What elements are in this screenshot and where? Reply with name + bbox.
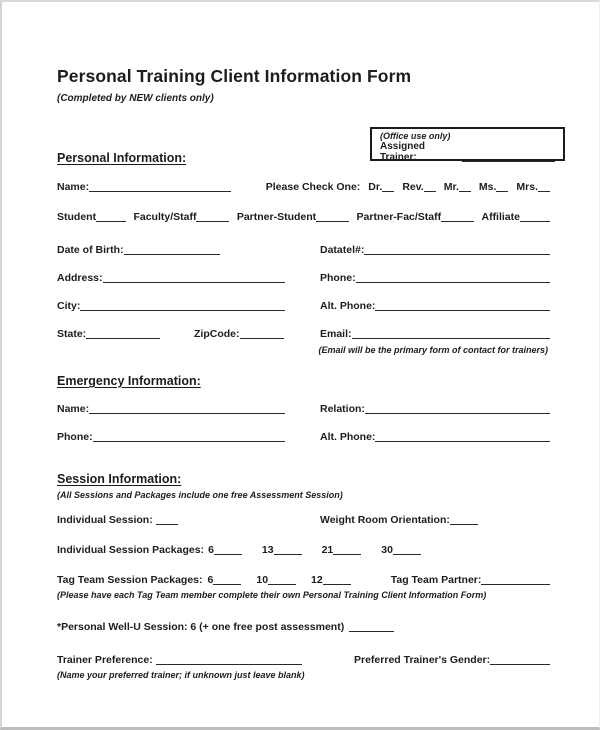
title-option-mrs: Mrs. [516, 181, 538, 193]
state-field[interactable] [86, 335, 160, 339]
page-subtitle: (Completed by NEW clients only) [57, 93, 214, 104]
emergency-info-heading: Emergency Information: [57, 374, 201, 388]
tag-team-note: (Please have each Tag Team member complete their own Personal Training Client Information Form) [57, 590, 487, 600]
dob-field[interactable] [124, 251, 221, 255]
package-30-field[interactable] [393, 551, 421, 555]
office-use-note: (Office use only) [380, 131, 451, 141]
tag-team-12-field[interactable] [323, 581, 351, 585]
emergency-name-field[interactable] [89, 410, 285, 414]
email-note: (Email will be the primary form of contact for trainers) [318, 345, 548, 355]
trainer-gender-label: Preferred Trainer's Gender: [354, 654, 491, 666]
emergency-alt-phone-field[interactable] [375, 438, 550, 442]
title-ms-checkbox[interactable] [496, 188, 508, 192]
trainer-gender-field[interactable] [490, 661, 550, 665]
package-21-field[interactable] [333, 551, 361, 555]
state-label: State: [57, 328, 87, 340]
personal-info-heading: Personal Information: [57, 151, 187, 165]
address-label: Address: [57, 272, 103, 284]
packages-label: Individual Session Packages: [57, 544, 205, 556]
status-affiliate-field[interactable] [520, 218, 550, 222]
emergency-phone-label: Phone: [57, 431, 93, 443]
package-6-field[interactable] [214, 551, 242, 555]
title-option-rev: Rev. [402, 181, 424, 193]
zip-label: ZipCode: [194, 328, 240, 340]
tag-team-option-12: 12 [311, 574, 323, 586]
title-option-ms: Ms. [478, 181, 497, 193]
tag-team-6-field[interactable] [213, 581, 241, 585]
status-faculty-field[interactable] [196, 218, 229, 222]
check-one-label: Please Check One: [265, 181, 361, 193]
package-option-21: 21 [321, 544, 334, 556]
tag-team-option-10: 10 [256, 574, 269, 586]
status-option-affiliate: Affiliate [481, 211, 520, 223]
name-field[interactable] [89, 188, 231, 192]
emergency-alt-phone-label: Alt. Phone: [320, 431, 376, 443]
package-option-13: 13 [261, 544, 274, 556]
status-option-student: Student [57, 211, 97, 223]
address-field[interactable] [103, 279, 285, 283]
phone-label: Phone: [320, 272, 356, 284]
title-option-dr: Dr. [368, 181, 383, 193]
city-label: City: [57, 300, 81, 312]
title-option-mr: Mr. [443, 181, 459, 193]
tag-team-10-field[interactable] [268, 581, 296, 585]
trainer-pref-note: (Name your preferred trainer; if unknown just leave blank) [57, 670, 305, 680]
title-rev-checkbox[interactable] [424, 188, 436, 192]
tag-team-label: Tag Team Session Packages: [57, 574, 203, 586]
trainer-pref-field[interactable] [156, 661, 302, 665]
package-option-30: 30 [381, 544, 393, 556]
tag-team-partner-label: Tag Team Partner: [390, 574, 482, 586]
wellu-field[interactable] [349, 628, 394, 632]
phone-field[interactable] [356, 279, 550, 283]
wellu-label: *Personal Well-U Session: 6 (+ one free post assessment) [57, 621, 345, 633]
individual-session-label: Individual Session: [57, 514, 153, 526]
office-use-box [370, 127, 565, 161]
tag-team-partner-field[interactable] [481, 581, 550, 585]
alt-phone-field[interactable] [375, 307, 550, 311]
title-mrs-checkbox[interactable] [538, 188, 550, 192]
status-partner-fac-field[interactable] [441, 218, 474, 222]
dob-label: Date of Birth: [57, 244, 124, 256]
datatel-field[interactable] [364, 251, 550, 255]
assigned-trainer-field[interactable] [462, 158, 555, 162]
status-partner-student-field[interactable] [316, 218, 349, 222]
weight-room-label: Weight Room Orientation: [320, 514, 450, 526]
emergency-phone-field[interactable] [93, 438, 285, 442]
page-title: Personal Training Client Information Form [57, 66, 412, 86]
alt-phone-label: Alt. Phone: [320, 300, 376, 312]
status-student-field[interactable] [96, 218, 126, 222]
status-option-faculty: Faculty/Staff [133, 211, 197, 223]
status-option-partner-fac: Partner-Fac/Staff [356, 211, 442, 223]
name-label: Name: [57, 181, 90, 193]
relation-label: Relation: [320, 403, 365, 415]
city-field[interactable] [80, 307, 285, 311]
weight-room-field[interactable] [450, 521, 478, 525]
assigned-trainer-label: Assigned Trainer: [380, 141, 426, 163]
tag-team-option-6: 6 [207, 574, 214, 586]
email-field[interactable] [352, 335, 550, 339]
session-note: (All Sessions and Packages include one free Assessment Session) [57, 490, 343, 500]
package-option-6: 6 [208, 544, 214, 556]
email-label: Email: [320, 328, 352, 340]
datatel-label: Datatel#: [320, 244, 365, 256]
trainer-pref-label: Trainer Preference: [57, 654, 153, 666]
zip-field[interactable] [240, 335, 285, 339]
status-option-partner-student: Partner-Student [236, 211, 317, 223]
individual-session-field[interactable] [156, 521, 178, 525]
emergency-name-label: Name: [57, 403, 90, 415]
title-mr-checkbox[interactable] [459, 188, 471, 192]
title-dr-checkbox[interactable] [382, 188, 394, 192]
session-info-heading: Session Information: [57, 472, 182, 486]
package-13-field[interactable] [274, 551, 302, 555]
relation-field[interactable] [365, 410, 550, 414]
